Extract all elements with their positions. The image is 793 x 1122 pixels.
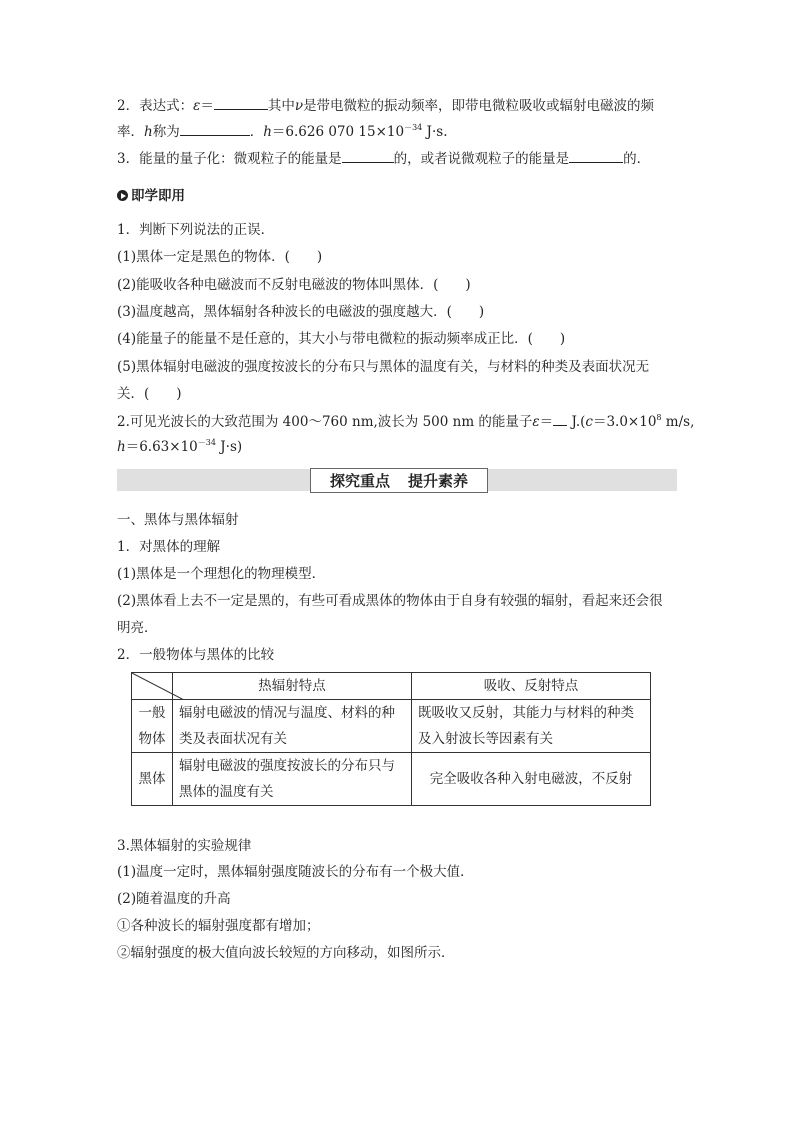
- play-circle-icon: [117, 190, 128, 201]
- item2-line1: [117, 95, 654, 116]
- q2-line2: [117, 437, 242, 457]
- item3-text2: 的，或者说微观粒子的能量是: [393, 151, 570, 167]
- item2-text2: 率．: [117, 124, 144, 140]
- row-label-general-b: 物体: [138, 731, 166, 747]
- section-label-text: 即学即用: [131, 188, 185, 204]
- q2-h-symbol: h: [117, 439, 126, 455]
- item2-prefix: 2．表达式：: [117, 98, 194, 114]
- table-header-row: [132, 673, 651, 700]
- part1-p2a: (2)黑体看上去不一定是黑的，有些可看成黑体的物体由于自身有较强的辐射，看起来还会很: [117, 593, 663, 609]
- cell-blackbody-radiation-b: 黑体的温度有关: [179, 784, 274, 800]
- q2-line1b: ＝: [539, 414, 554, 430]
- table-header-2: 吸收、反射特点: [412, 673, 651, 700]
- q1-item-6: 关．( ): [117, 386, 182, 402]
- table-corner-cell: [132, 673, 173, 700]
- q2-line1a: 2.可见光波长的大致范围为 400～760 nm,波长为 500 nm 的能量子: [117, 414, 533, 430]
- part1-sub1: 1．对黑体的理解: [117, 539, 221, 555]
- epsilon-symbol: ε: [193, 98, 201, 114]
- item2-text4: ．: [249, 124, 264, 140]
- item2-text1: 是带电微粒的振动频率，即带电微粒吸收或辐射电磁波的频: [303, 98, 655, 114]
- table-row: [132, 753, 651, 806]
- table-header-1: 热辐射特点: [173, 673, 412, 700]
- item2-line2: [117, 121, 447, 142]
- part3-heading: 3.黑体辐射的实验规律: [117, 838, 252, 854]
- blank-epsilon-expression[interactable]: [214, 95, 268, 110]
- section-banner: [310, 468, 488, 493]
- q1-item-2: (2)能吸收各种电磁波而不反射电磁波的物体叫黑体．( ): [117, 277, 471, 293]
- part1-heading: 一、黑体与黑体辐射: [117, 512, 239, 528]
- item2-after-blank: 其中: [267, 98, 295, 114]
- planck-value: ＝6.626 070 15×10: [271, 124, 405, 140]
- comparison-table: [131, 672, 651, 806]
- q1-item-3: (3)温度越高，黑体辐射各种波长的电磁波的强度越大．( ): [117, 304, 485, 320]
- cell-blackbody-absorption: 完全吸收各种入射电磁波，不反射: [412, 753, 651, 806]
- cell-general-radiation-a: 辐射电磁波的情况与温度、材料的种: [179, 705, 395, 721]
- q2-exp1: 8: [656, 413, 662, 422]
- q1-item-5: (5)黑体辐射电磁波的强度按波长的分布只与黑体的温度有关，与材料的种类及表面状况无: [117, 359, 650, 375]
- cell-general-absorption: [412, 700, 651, 753]
- q1-item-1: (1)黑体一定是黑色的物体．( ): [117, 249, 323, 265]
- row-label-general-a: 一般: [138, 705, 166, 721]
- q2-line1: [117, 411, 694, 432]
- banner-right: 提升素养: [408, 472, 469, 490]
- cell-general-radiation-b: 类及表面状况有关: [179, 731, 287, 747]
- section-label: [117, 186, 185, 206]
- blank-energy-1[interactable]: [342, 148, 394, 163]
- cell-blackbody-radiation: [173, 753, 412, 806]
- nu-symbol: ν: [294, 98, 304, 114]
- q1-item-4: (4)能量子的能量不是任意的，其大小与带电微粒的振动频率成正比．( ): [117, 331, 566, 347]
- q2-line1c: J.(: [567, 414, 586, 430]
- part3-p4: ②辐射强度的极大值向波长较短的方向移动，如图所示．: [117, 945, 455, 961]
- q2-line2a: ＝6.63×10: [125, 439, 198, 455]
- banner-left: 探究重点: [329, 472, 390, 490]
- q2-line1d: ＝3.0×10: [592, 414, 657, 430]
- cell-general-absorption-a: 既吸收又反射，其能力与材料的种类: [418, 705, 634, 721]
- part1-sub2: 2．一般物体与黑体的比较: [117, 647, 275, 663]
- cell-general-absorption-b: 及入射波长等因素有关: [418, 731, 553, 747]
- table-row: [132, 700, 651, 753]
- q1-title: 1．判断下列说法的正误．: [117, 222, 275, 238]
- blank-q2-energy[interactable]: [553, 411, 567, 426]
- item3-text3: 的．: [623, 151, 651, 167]
- q2-line2b: J·s): [215, 439, 243, 455]
- part3-p1: (1)温度一定时，黑体辐射强度随波长的分布有一个极大值．: [117, 864, 474, 880]
- planck-exponent: －34: [404, 123, 423, 132]
- h-symbol-2: h: [263, 124, 272, 140]
- planck-unit: J·s.: [422, 124, 448, 140]
- part3-p2: (2)随着温度的升高: [117, 891, 231, 907]
- item2-eq: ＝: [200, 98, 214, 114]
- diagonal-line-icon: [132, 673, 184, 700]
- row-label-blackbody: 黑体: [132, 753, 173, 806]
- q2-line1e: m/s,: [661, 414, 695, 430]
- q2-epsilon: ε: [532, 414, 540, 430]
- row-label-general: [132, 700, 173, 753]
- cell-general-radiation: [173, 700, 412, 753]
- part1-p2b: 明亮．: [117, 620, 158, 636]
- cell-blackbody-radiation-a: 辐射电磁波的强度按波长的分布只与: [179, 758, 395, 774]
- q2-c-symbol: c: [585, 414, 593, 430]
- h-symbol: h: [144, 124, 153, 140]
- part1-p1: (1)黑体是一个理想化的物理模型．: [117, 566, 326, 582]
- item2-text3: 称为: [152, 124, 180, 140]
- q2-exp2: －34: [197, 438, 216, 447]
- blank-energy-2[interactable]: [569, 148, 623, 163]
- item3-line: [117, 148, 650, 169]
- part3-p3: ①各种波长的辐射强度都有增加；: [117, 918, 320, 934]
- item3-text1: 3．能量的量子化：微观粒子的能量是: [117, 151, 342, 167]
- blank-h-name[interactable]: [180, 121, 250, 136]
